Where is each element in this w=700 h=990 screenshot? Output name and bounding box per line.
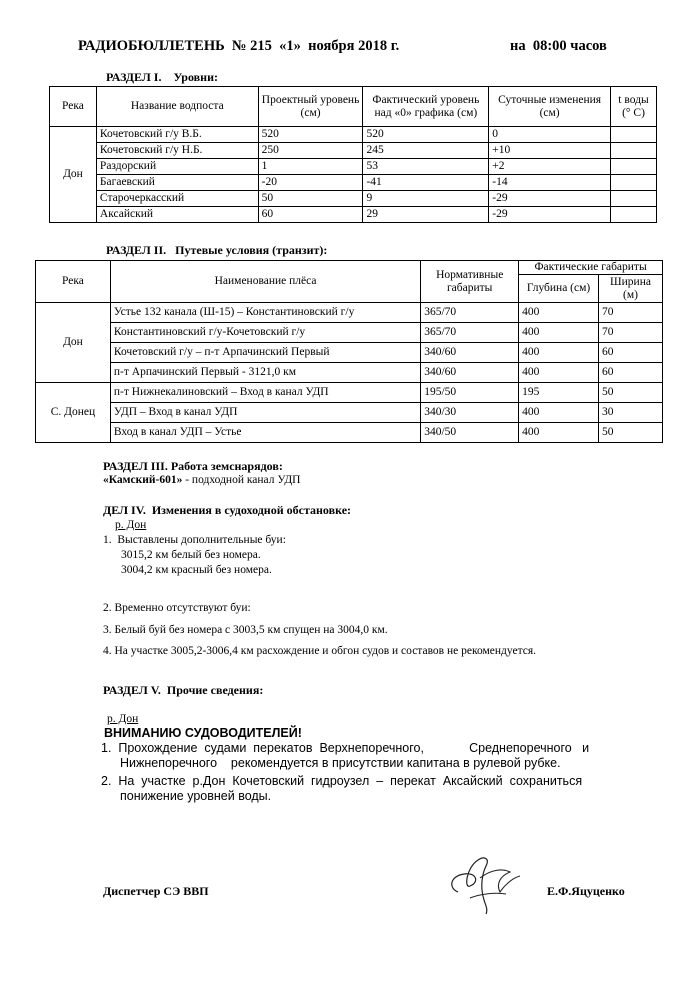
daily-change: -29	[489, 191, 611, 207]
levels-table	[49, 86, 657, 223]
col-actual-level: Фактический уровень над «0» графика (см)	[363, 87, 489, 127]
daily-change: +10	[489, 143, 611, 159]
daily-change: -14	[489, 175, 611, 191]
attention-heading: ВНИМАНИЮ СУДОВОДИТЕЛЕЙ!	[104, 726, 302, 740]
dredger-name: «Камский-601»	[103, 474, 183, 486]
col-river: Река	[36, 261, 111, 303]
dispatcher-name: Е.Ф.Яцуценко	[547, 884, 625, 898]
width-value: 50	[599, 383, 663, 403]
river-cell: С. Донец	[36, 383, 111, 443]
river-cell: Дон	[36, 303, 111, 383]
col-daily-change: Суточные изменения (см)	[489, 87, 611, 127]
project-level: 50	[258, 191, 363, 207]
normative-value: 340/60	[421, 343, 519, 363]
section5-heading: РАЗДЕЛ V. Прочие сведения:	[103, 683, 264, 697]
river-cell: Дон	[50, 127, 97, 223]
normative-value: 365/70	[421, 323, 519, 343]
width-value: 60	[599, 363, 663, 383]
post-name: Раздорский	[96, 159, 258, 175]
transit-table	[35, 260, 663, 443]
reach-name: Константиновский г/у-Кочетовский г/у	[110, 323, 420, 343]
normative-value: 340/30	[421, 403, 519, 423]
water-temp	[611, 159, 657, 175]
daily-change: -29	[489, 207, 611, 223]
depth-value: 400	[519, 363, 599, 383]
dispatcher-label: Диспетчер СЭ ВВП	[103, 884, 209, 898]
section4-item4: 4. На участке 3005,2-3006,4 км расхождение и обгон судов и составов не рекомендуется.	[103, 645, 537, 657]
col-normative: Нормативные габариты	[421, 261, 519, 303]
section5-item1-line1: 1. Прохождение судами перекатов Верхнепоречного, Среднепоречного и	[101, 741, 590, 755]
actual-level: 9	[363, 191, 489, 207]
project-level: 250	[258, 143, 363, 159]
width-value: 50	[599, 423, 663, 443]
depth-value: 400	[519, 403, 599, 423]
section2-heading: РАЗДЕЛ II. Путевые условия (транзит):	[106, 243, 328, 257]
signature	[440, 848, 530, 918]
post-name: Багаевский	[96, 175, 258, 191]
section4-item2: 2. Временно отсутствуют буи:	[103, 602, 251, 614]
daily-change: 0	[489, 127, 611, 143]
daily-change: +2	[489, 159, 611, 175]
depth-value: 400	[519, 323, 599, 343]
depth-value: 400	[519, 423, 599, 443]
bulletin-title: РАДИОБЮЛЛЕТЕНЬ № 215 «1» ноября 2018 г.	[78, 38, 400, 54]
normative-value: 340/50	[421, 423, 519, 443]
post-name: Кочетовский г/у В.Б.	[96, 127, 258, 143]
water-temp	[611, 143, 657, 159]
width-value: 30	[599, 403, 663, 423]
section4-item1: 1. Выставлены дополнительные буи:	[103, 534, 286, 546]
dredger-location: - подходной канал УДП	[182, 474, 301, 486]
col-water-temp: t воды (° С)	[611, 87, 657, 127]
normative-value: 365/70	[421, 303, 519, 323]
actual-level: 29	[363, 207, 489, 223]
project-level: -20	[258, 175, 363, 191]
section4-river: р. Дон	[115, 519, 147, 531]
section5-river: р. Дон	[107, 713, 139, 725]
section4-item3: 3. Белый буй без номера с 3003,5 км спущен на 3004,0 км.	[103, 624, 388, 636]
water-temp	[611, 207, 657, 223]
section1-heading: РАЗДЕЛ I. Уровни:	[106, 70, 218, 84]
water-temp	[611, 127, 657, 143]
actual-level: 520	[363, 127, 489, 143]
section4-item1-line1: 3015,2 км белый без номера.	[121, 549, 261, 561]
reach-name: Устье 132 канала (Ш-15) – Константиновский г/у	[110, 303, 420, 323]
project-level: 1	[258, 159, 363, 175]
dredger-line	[103, 474, 300, 486]
normative-value: 195/50	[421, 383, 519, 403]
project-level: 60	[258, 207, 363, 223]
section4-item1-line2: 3004,2 км красный без номера.	[121, 564, 272, 576]
width-value: 60	[599, 343, 663, 363]
col-depth: Глубина (см)	[519, 275, 599, 303]
depth-value: 400	[519, 343, 599, 363]
reach-name: Кочетовский г/у – п-т Арпачинский Первый	[110, 343, 420, 363]
water-temp	[611, 175, 657, 191]
reach-name: УДП – Вход в канал УДП	[110, 403, 420, 423]
section3-heading: РАЗДЕЛ III. Работа земснарядов:	[103, 459, 283, 473]
section5-item1-line2: Нижнепоречного рекомендуется в присутствии капитана в рулевой рубке.	[120, 756, 561, 770]
width-value: 70	[599, 303, 663, 323]
actual-level: -41	[363, 175, 489, 191]
depth-value: 195	[519, 383, 599, 403]
col-width: Ширина (м)	[599, 275, 663, 303]
col-reach: Наименование плёса	[110, 261, 420, 303]
width-value: 70	[599, 323, 663, 343]
post-name: Старочеркасский	[96, 191, 258, 207]
section5-item2-line1: 2. На участке р.Дон Кочетовский гидроузел – перекат Аксайский сохраниться	[101, 774, 583, 788]
project-level: 520	[258, 127, 363, 143]
reach-name: п-т Арпачинский Первый - 3121,0 км	[110, 363, 420, 383]
col-actual-group: Фактические габариты	[519, 261, 663, 275]
post-name: Аксайский	[96, 207, 258, 223]
bulletin-time: на 08:00 часов	[510, 38, 607, 54]
actual-level: 245	[363, 143, 489, 159]
section4-heading: ДЕЛ IV. Изменения в судоходной обстановке:	[103, 503, 352, 517]
water-temp	[611, 191, 657, 207]
col-project-level: Проектный уровень (см)	[258, 87, 363, 127]
section5-item2-line2: понижение уровней воды.	[120, 789, 272, 803]
normative-value: 340/60	[421, 363, 519, 383]
col-river: Река	[50, 87, 97, 127]
actual-level: 53	[363, 159, 489, 175]
col-post-name: Название водпоста	[96, 87, 258, 127]
post-name: Кочетовский г/у Н.Б.	[96, 143, 258, 159]
reach-name: Вход в канал УДП – Устье	[110, 423, 420, 443]
depth-value: 400	[519, 303, 599, 323]
reach-name: п-т Нижнекалиновский – Вход в канал УДП	[110, 383, 420, 403]
